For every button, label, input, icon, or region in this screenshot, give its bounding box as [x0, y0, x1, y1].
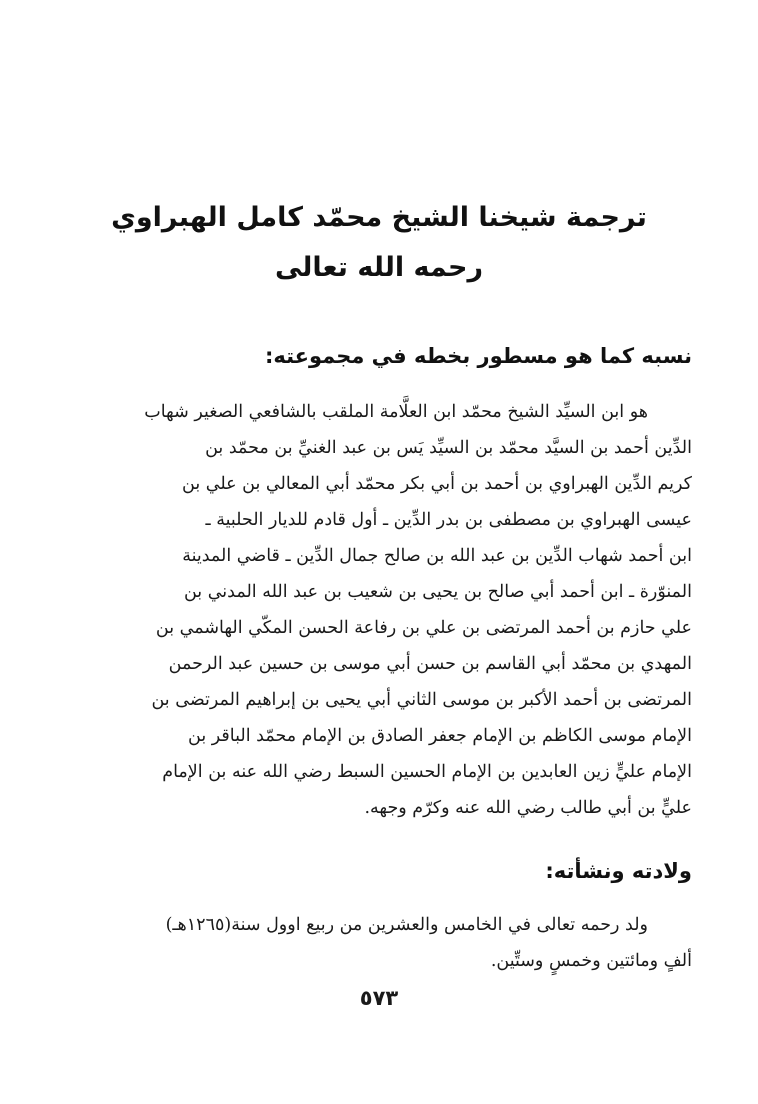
section-heading-lineage: نسبه كما هو مسطور بخطه في مجموعته: [264, 344, 692, 368]
text-line: الإمام عليٍّ زين العابدين بن الإمام الحسين السبط رضي الله عنه بن الإمام [162, 762, 692, 782]
text-line: هو ابن السيِّد الشيخ محمّد ابن العلَّامة الملقب بالشافعي الصغير شهاب [144, 402, 648, 422]
chapter-title [0, 193, 758, 293]
text-line: علي حازم بن أحمد المرتضى بن علي بن رفاعة الحسن المكّي الهاشمي بن [155, 618, 692, 638]
text-line: المنوّرة ـ ابن أحمد أبي صالح بن يحيى بن شعيب بن عبد الله المدني بن [183, 582, 692, 602]
paragraph-birth [92, 907, 692, 979]
section-heading-birth: ولادته ونشأته: [545, 859, 692, 883]
chapter-title-line-1: ترجمة شيخنا الشيخ محمّد كامل الهبراوي [111, 202, 647, 233]
chapter-title-line-2: رحمه الله تعالى [274, 252, 484, 283]
text-line: ولد رحمه تعالى في الخامس والعشرين من ربيع اوول سنة(١٢٦٥هـ) [165, 915, 648, 935]
text-line: ألفٍ ومائتين وخمسٍ وستِّين. [490, 951, 692, 971]
text-line: ابن أحمد شهاب الدِّين بن عبد الله بن صالح جمال الدِّين ـ قاضي المدينة [182, 546, 692, 566]
text-line: المرتضى بن أحمد الأكبر بن موسى الثاني أبي يحيى بن إبراهيم المرتضى بن [151, 690, 692, 710]
text-line: الدِّين أحمد بن السيَّد محمّد بن السيِّد يَس بن عبد الغنيِّ بن محمّد بن [205, 438, 692, 458]
text-line: كريم الدِّين الهبراوي بن أحمد بن أبي بكر محمّد أبي المعالي بن علي بن [182, 474, 692, 494]
page-number: ٥٧٣ [359, 986, 399, 1010]
text-line: الإمام موسى الكاظم بن الإمام جعفر الصادق بن الإمام محمّد الباقر بن [188, 726, 692, 746]
paragraph-lineage [92, 394, 692, 826]
text-line: عيسى الهبراوي بن مصطفى بن بدر الدِّين ـ أول قادم للديار الحلبية ـ [205, 510, 692, 530]
text-line: عليٍّ بن أبي طالب رضي الله عنه وكرّم وجهه. [364, 798, 692, 818]
text-line: المهدي بن محمّد أبي القاسم بن حسن أبي موسى بن حسين عبد الرحمن [168, 654, 692, 674]
